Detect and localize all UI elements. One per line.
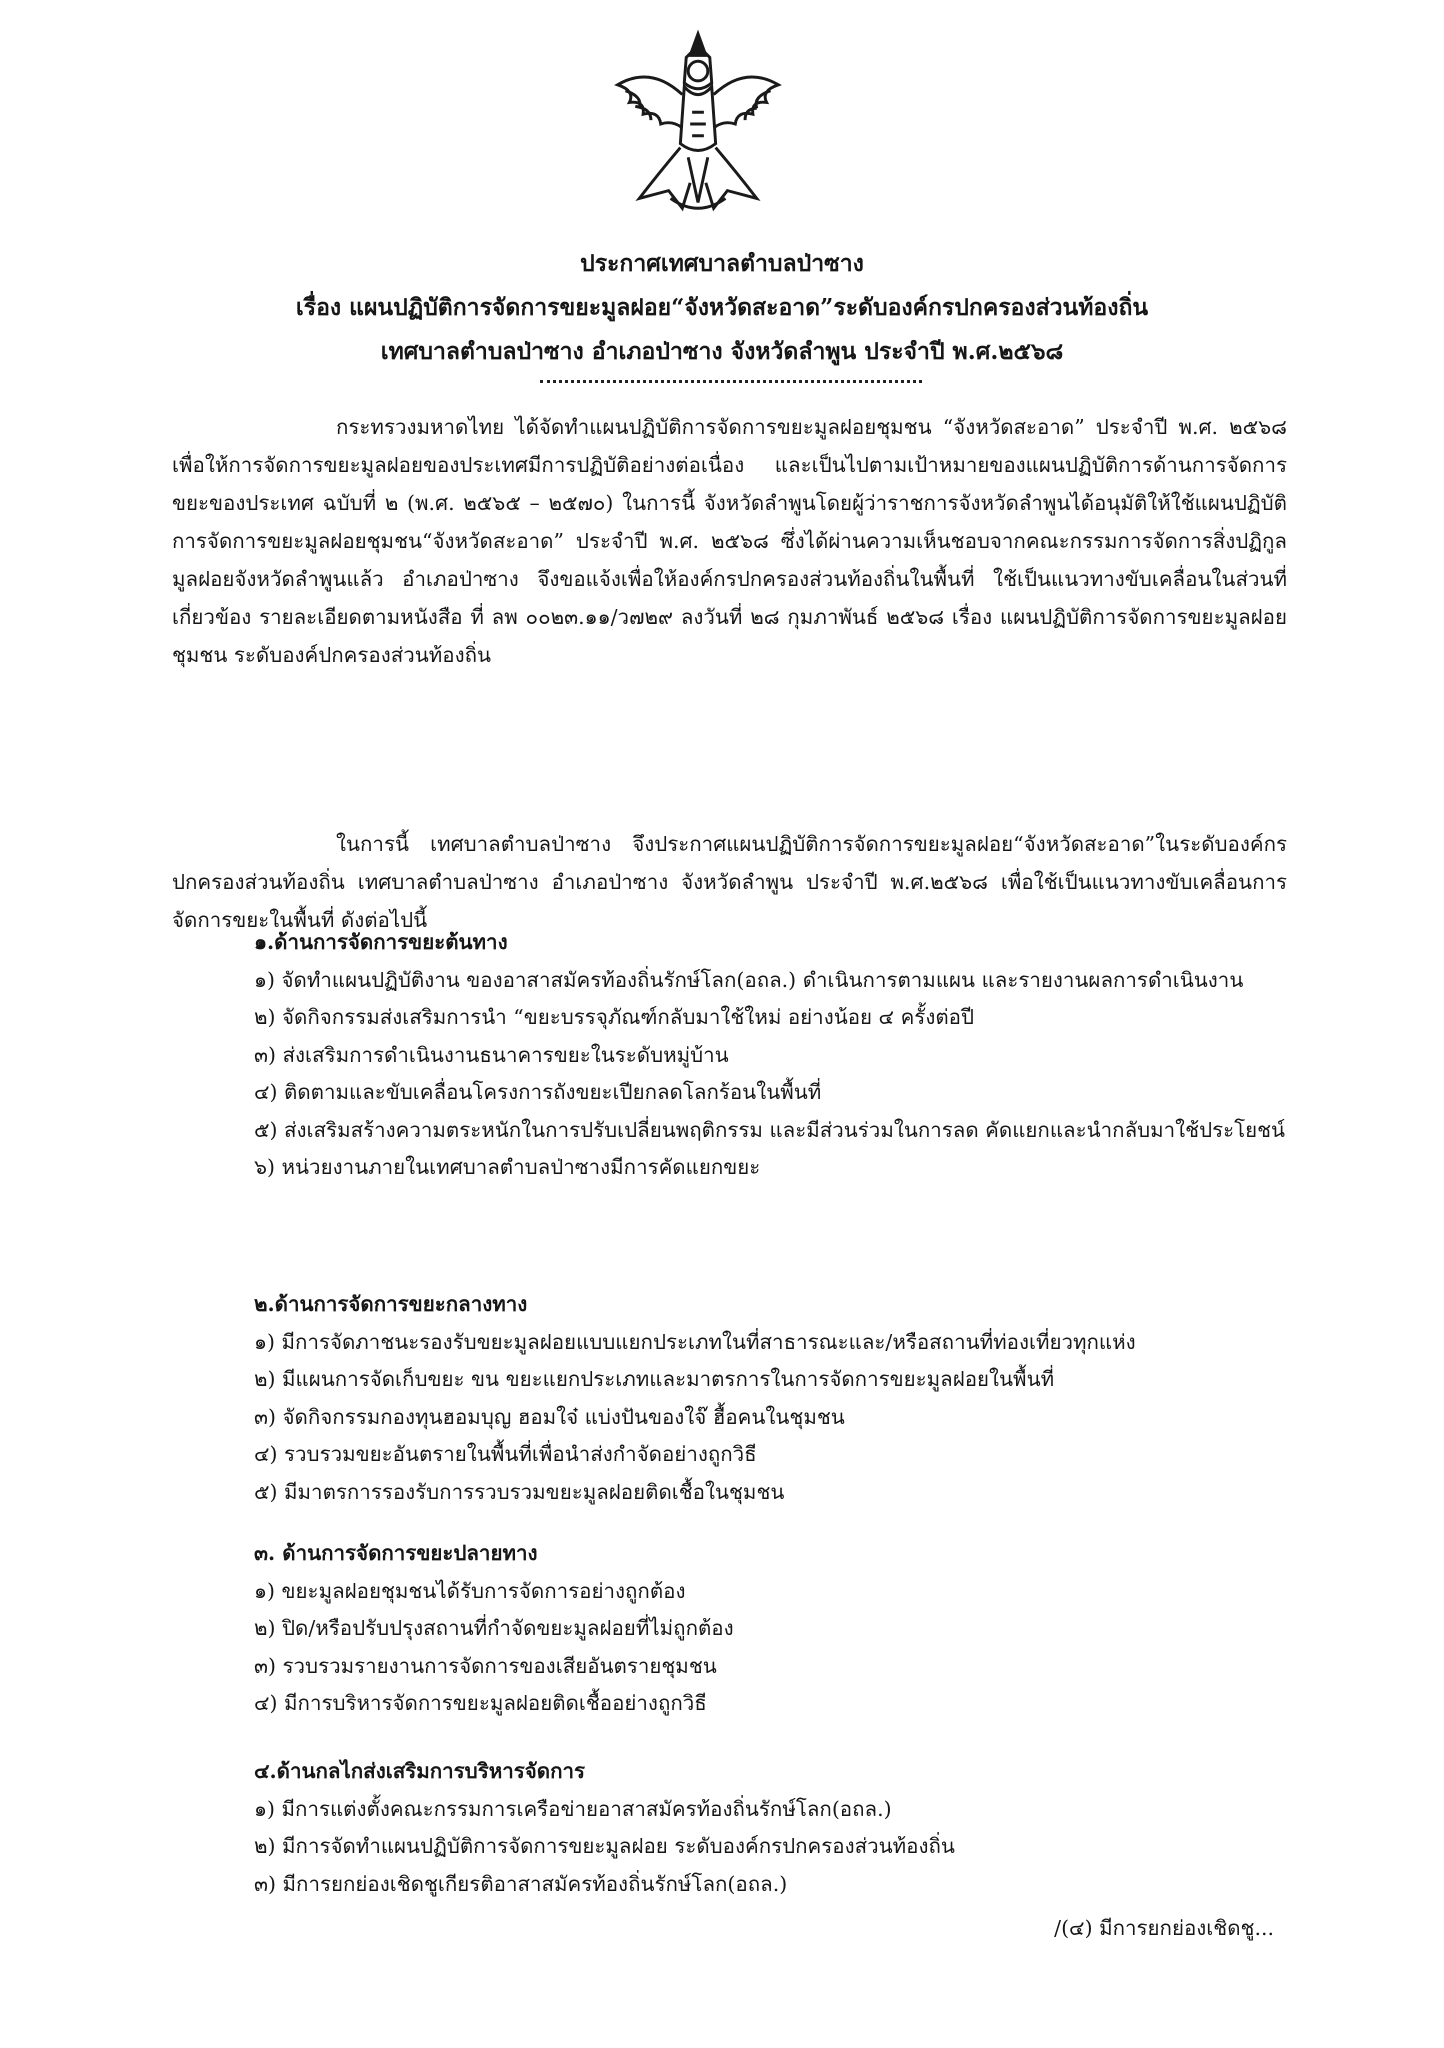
list-item: ๒) มีการจัดทำแผนปฏิบัติการจัดการขยะมูลฝอย ระดับองค์กรปกครองส่วนท้องถิ่น <box>254 1834 955 1858</box>
list-item: ๓) ส่งเสริมการดำเนินงานธนาคารขยะในระดับหมู่บ้าน <box>254 1042 729 1067</box>
list-item: ๒) มีแผนการจัดเก็บขยะ ขน ขยะแยกประเภทและมาตรการในการจัดการขยะมูลฝอยในพื้นที่ <box>254 1367 1055 1391</box>
list-item: ๑) จัดทำแผนปฏิบัติงาน ของอาสาสมัครท้องถิ่นรักษ์โลก(อถล.) ดำเนินการตามแผน และรายงานผลการดำเนินงาน <box>254 967 1244 992</box>
list-item: ๑) ขยะมูลฝอยชุมชนได้รับการจัดการอย่างถูกต้อง <box>254 1578 686 1603</box>
section-title: ๓. ด้านการจัดการขยะปลายทาง <box>254 1541 538 1565</box>
list-item: ๓) จัดกิจกรรมกองทุนฮอมบุญ ฮอมใจ๋ แบ่งปันของใจ๊ ฮื้อคนในชุมชน <box>254 1404 845 1429</box>
list-item: ๔) ติดตามและขับเคลื่อนโครงการถังขยะเปียกลดโลกร้อนในพื้นที่ <box>254 1080 822 1104</box>
list-item: ๑) มีการจัดภาชนะรองรับขยะมูลฝอยแบบแยกประเภทในที่สาธารณะและ/หรือสถานที่ท่องเที่ยวทุกแห่ง <box>254 1329 1136 1354</box>
garuda-emblem-icon <box>600 26 796 222</box>
list-item: ๒) ปิด/หรือปรับปรุงสถานที่กำจัดขยะมูลฝอยที่ไม่ถูกต้อง <box>254 1616 734 1640</box>
list-item: ๕) ส่งเสริมสร้างความตระหนักในการปรับเปลี่ยนพฤติกรรม และมีส่วนร่วมในการลด คัดแยกและนำกลับมาใช้ประโยชน์ <box>254 1117 1286 1142</box>
list-item: ๒) จัดกิจกรรมส่งเสริมการนำ “ขยะบรรจุภัณฑ์กลับมาใช้ใหม่ อย่างน้อย ๔ ครั้งต่อปี <box>254 1005 974 1029</box>
announcement-subject: เรื่อง แผนปฏิบัติการจัดการขยะมูลฝอย“จังหวัดสะอาด”ระดับองค์กรปกครองส่วนท้องถิ่น <box>295 294 1149 321</box>
list-item: ๔) รวบรวมขยะอันตรายในพื้นที่เพื่อนำส่งกำจัดอย่างถูกวิธี <box>254 1442 757 1466</box>
section-title: ๒.ด้านการจัดการขยะกลางทาง <box>254 1292 528 1316</box>
section-title: ๔.ด้านกลไกส่งเสริมการบริหารจัดการ <box>254 1759 586 1783</box>
list-item: ๔) มีการบริหารจัดการขยะมูลฝอยติดเชื้ออย่างถูกวิธี <box>254 1691 707 1715</box>
document-header <box>140 242 1304 374</box>
list-item: ๓) มีการยกย่องเชิดชูเกียรติอาสาสมัครท้องถิ่นรักษ์โลก(อถล.) <box>254 1871 788 1896</box>
dotted-divider <box>540 380 922 383</box>
list-item: ๓) รวบรวมรายงานการจัดการของเสียอันตรายชุมชน <box>254 1653 717 1678</box>
section-source-management <box>172 924 1287 1187</box>
announcement-paragraph: ในการนี้ เทศบาลตำบลป่าซาง จึงประกาศแผนปฏิบัติการจัดการขยะมูลฝอย“จังหวัดสะอาด”ในระดับองค์กรปกครองส่วนท้องถิ่น เทศบาลตำบลป่าซาง อำเภอป่าซาง จังหวัดลำพูน ประจำปี พ.ศ.๒๕๖๘ เพื่อใช้เป็นแนวทางขับเคลื่อนการจัดการขยะในพื้นที่ ดังต่อไปนี้ <box>172 832 1287 932</box>
announcement-title: ประกาศเทศบาลตำบลป่าซาง <box>580 250 864 277</box>
list-item: ๖) หน่วยงานภายในเทศบาลตำบลป่าซางมีการคัดแยกขยะ <box>254 1155 761 1179</box>
announcement-subtitle: เทศบาลตำบลป่าซาง อำเภอป่าซาง จังหวัดลำพูน ประจำปี พ.ศ.๒๕๖๘ <box>380 338 1064 365</box>
list-item: ๕) มีมาตรการรองรับการรวบรวมขยะมูลฝอยติดเชื้อในชุมชน <box>254 1479 785 1504</box>
section-management-mechanism <box>172 1753 1287 1903</box>
continuation-note: /(๔) มีการยกย่องเชิดชู... <box>1054 1916 1274 1940</box>
section-downstream-management <box>172 1535 1287 1723</box>
section-title: ๑.ด้านการจัดการขยะต้นทาง <box>254 930 508 954</box>
intro-paragraph: กระทรวงมหาดไทย ได้จัดทำแผนปฏิบัติการจัดการขยะมูลฝอยชุมชน “จังหวัดสะอาด” ประจำปี พ.ศ. ๒๕๖๘ เพื่อให้การจัดการขยะมูลฝอยของประเทศมีการปฏิบัติอย่างต่อเนื่อง และเป็นไปตามเป้าหมายของแผนปฏิบัติการด้านการจัดการขยะของประเทศ ฉบับที่ ๒ (พ.ศ. ๒๕๖๕ – ๒๕๗๐) ในการนี้ จังหวัดลำพูนโดยผู้ว่าราชการจังหวัดลำพูนได้อนุมัติให้ใช้แผนปฏิบัติการจัดการขยะมูลฝอยชุมชน“จังหวัดสะอาด” ประจำปี พ.ศ. ๒๕๖๘ ซึ่งได้ผ่านความเห็นชอบจากคณะกรรมการจัดการสิ่งปฏิกูลมูลฝอยจังหวัดลำพูนแล้ว อำเภอป่าซาง จึงขอแจ้งเพื่อให้องค์กรปกครองส่วนท้องถิ่นในพื้นที่ ใช้เป็นแนวทางขับเคลื่อนในส่วนที่เกี่ยวข้อง รายละเอียดตามหนังสือ ที่ ลพ ๐๐๒๓.๑๑/ว๗๒๙ ลงวันที่ ๒๘ กุมภาพันธ์ ๒๕๖๘ เรื่อง แผนปฏิบัติการจัดการขยะมูลฝอยชุมชน ระดับองค์ปกครองส่วนท้องถิ่น <box>172 415 1287 667</box>
list-item: ๑) มีการแต่งตั้งคณะกรรมการเครือข่ายอาสาสมัครท้องถิ่นรักษ์โลก(อถล.) <box>254 1796 892 1821</box>
section-midstream-management <box>172 1286 1287 1511</box>
